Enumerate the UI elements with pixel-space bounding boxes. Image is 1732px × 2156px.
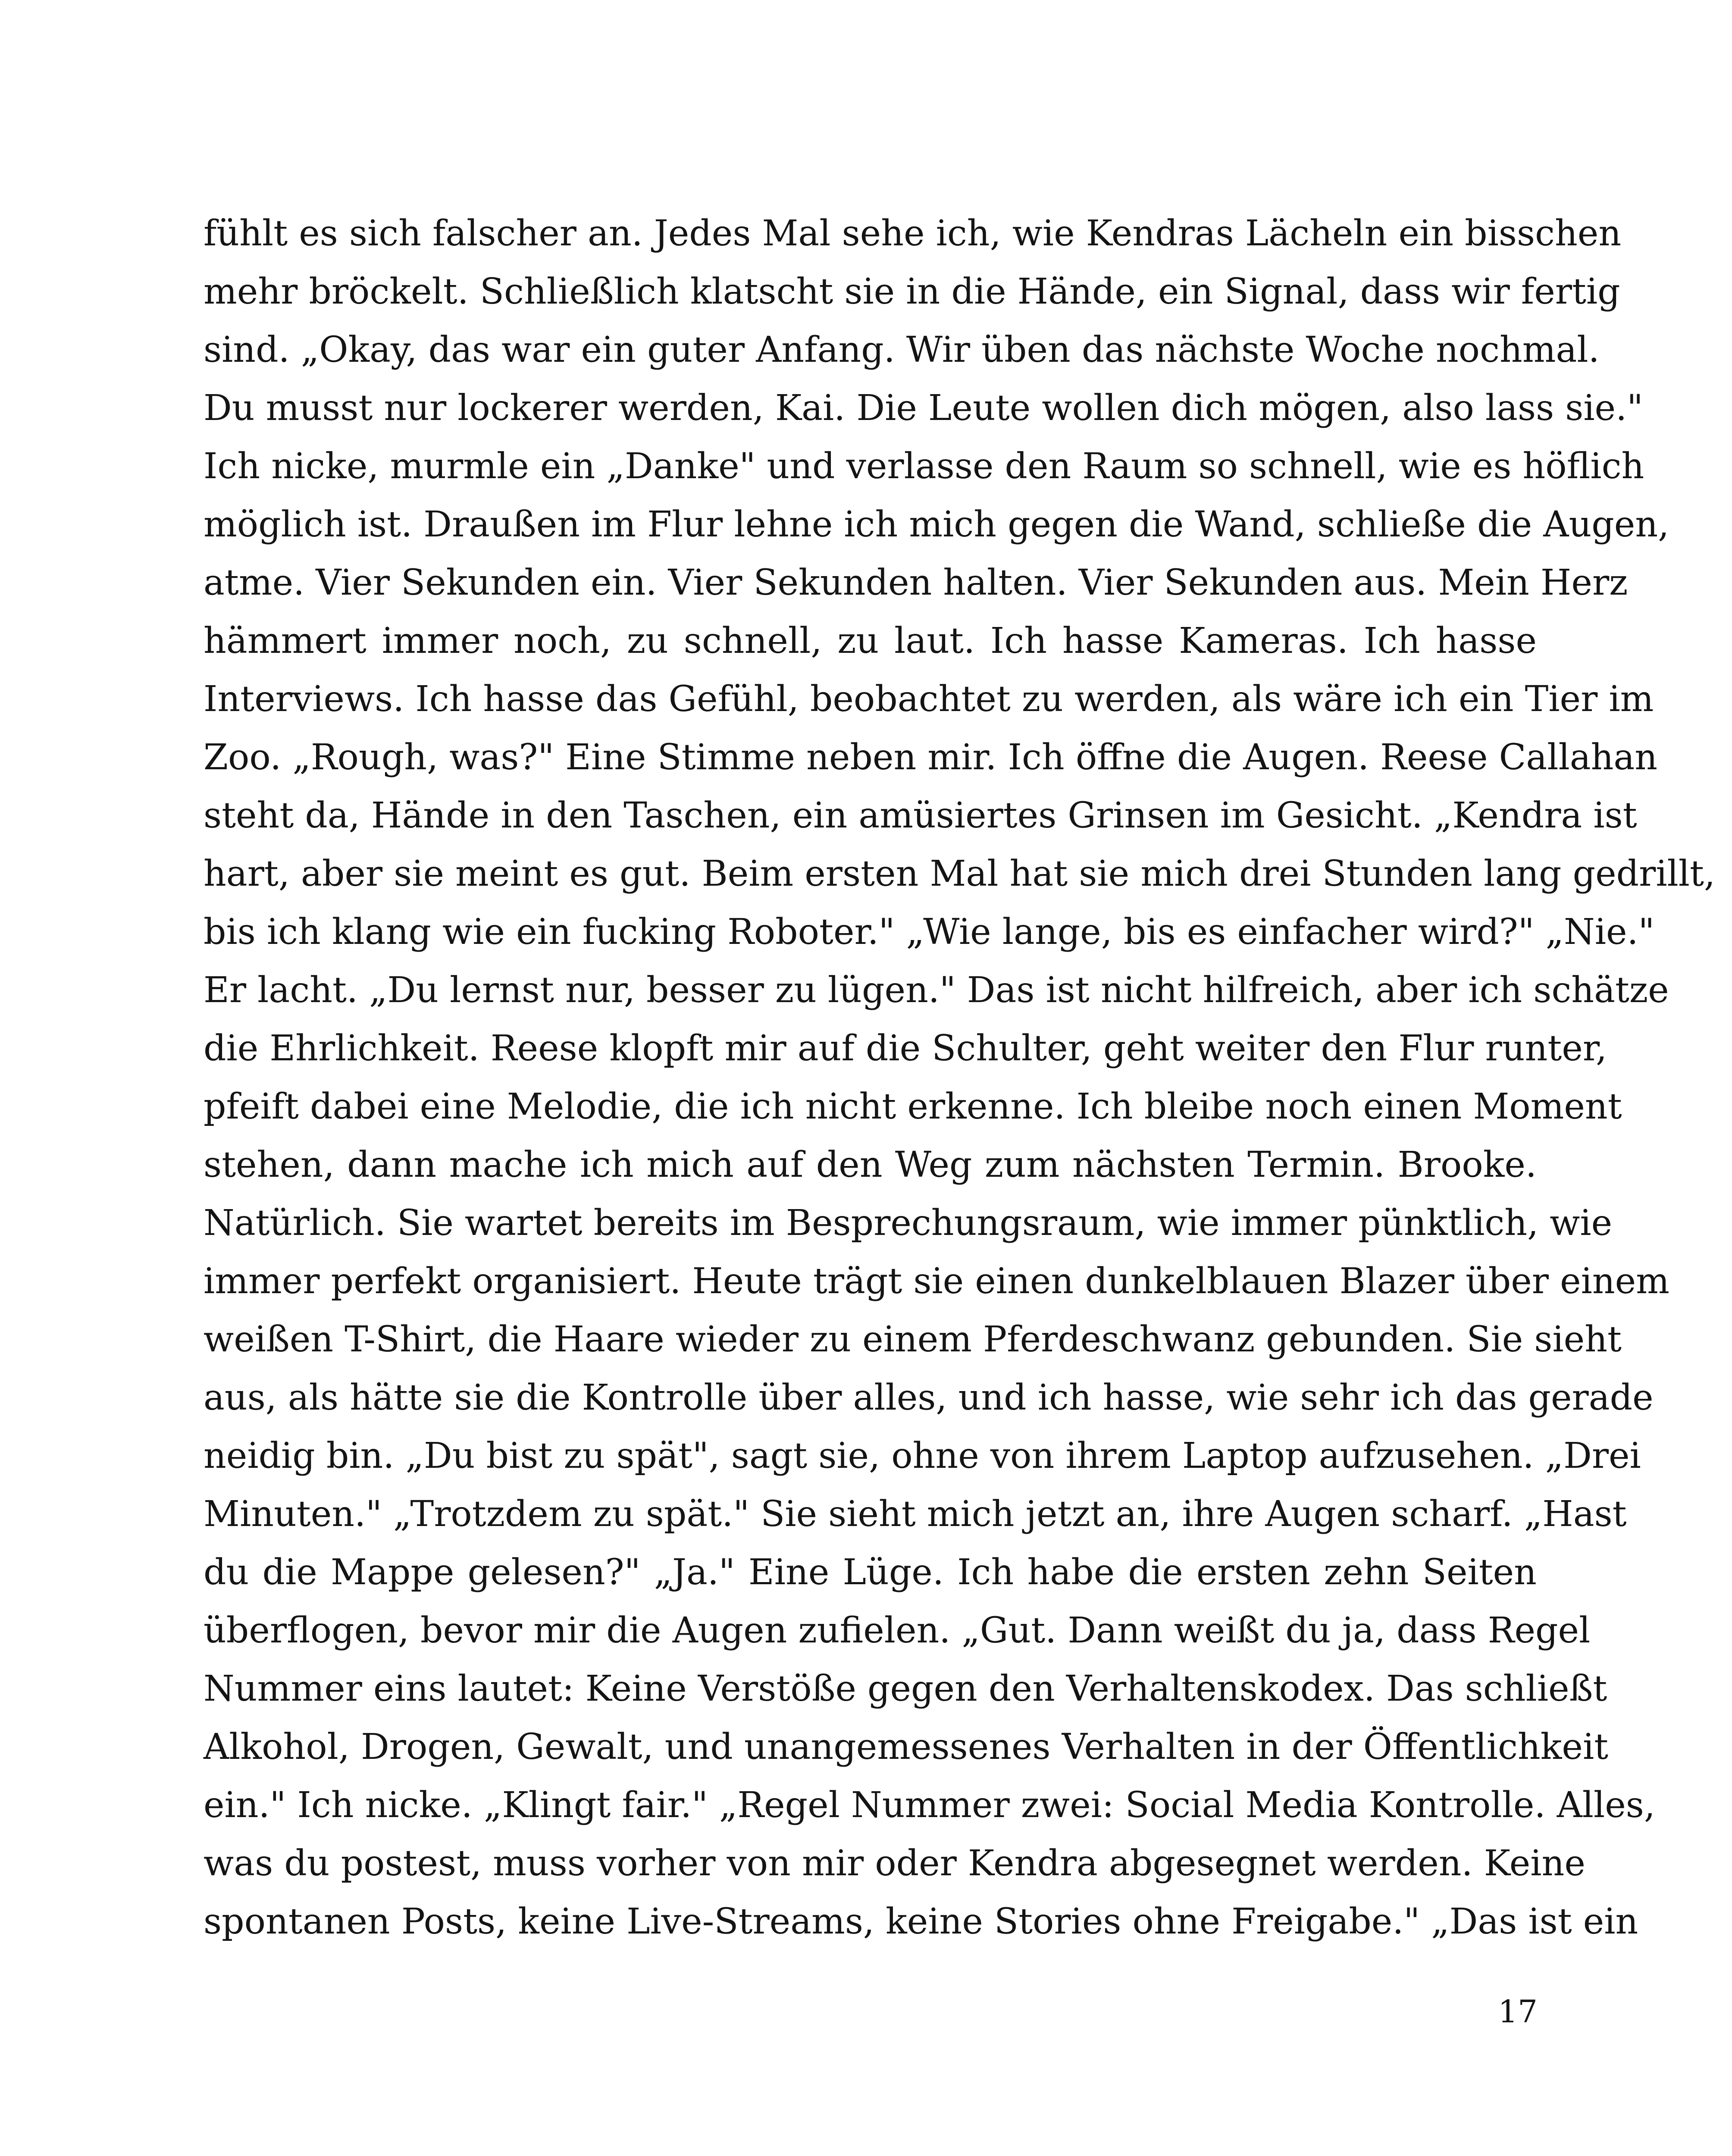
text-line-5: Ich nicke, murmle ein „Danke" und verlasse den Raum so schnell, wie es höflich [204, 446, 1644, 487]
text-line-13: bis ich klang wie ein fucking Roboter." „Wie lange, bis es einfacher wird?" „Nie." [204, 912, 1655, 953]
text-line-24: du die Mappe gelesen?" „Ja." Eine Lüge. Ich habe die ersten zehn Seiten [204, 1552, 1537, 1593]
text-line-27: Alkohol, Drogen, Gewalt, und unangemessenes Verhalten in der Öffentlichkeit [204, 1727, 1609, 1767]
text-line-15: die Ehrlichkeit. Reese klopft mir auf die Schulter, geht weiter den Flur runter, [204, 1028, 1607, 1069]
text-line-29: was du postest, muss vorher von mir oder Kendra abgesegnet werden. Keine [204, 1843, 1585, 1884]
text-line-25: überflogen, bevor mir die Augen zufielen. „Gut. Dann weißt du ja, dass Regel [204, 1610, 1591, 1651]
text-line-14: Er lacht. „Du lernst nur, besser zu lügen." Das ist nicht hilfreich, aber ich schätze [204, 970, 1669, 1011]
text-line-20: weißen T-Shirt, die Haare wieder zu einem Pferdeschwanz gebunden. Sie sieht [204, 1319, 1622, 1360]
text-line-6: möglich ist. Draußen im Flur lehne ich mich gegen die Wand, schließe die Augen, [204, 504, 1669, 545]
text-line-28: ein." Ich nicke. „Klingt fair." „Regel Nummer zwei: Social Media Kontrolle. Alles, [204, 1785, 1655, 1826]
text-line-1: fühlt es sich falscher an. Jedes Mal sehe ich, wie Kendras Lächeln ein bisschen [204, 213, 1622, 254]
text-line-19: immer perfekt organisiert. Heute trägt sie einen dunkelblauen Blazer über einem [204, 1261, 1669, 1302]
text-line-8: hämmert immer noch, zu schnell, zu laut. Ich hasse Kameras. Ich hasse [204, 620, 1537, 661]
text-line-11: steht da, Hände in den Taschen, ein amüsiertes Grinsen im Gesicht. „Kendra ist [204, 795, 1637, 836]
text-line-10: Zoo. „Rough, was?" Eine Stimme neben mir. Ich öffne die Augen. Reese Callahan [204, 737, 1658, 778]
text-line-9: Interviews. Ich hasse das Gefühl, beobachtet zu werden, als wäre ich ein Tier im [204, 679, 1654, 720]
body-text [204, 204, 1716, 1951]
text-line-18: Natürlich. Sie wartet bereits im Besprechungsraum, wie immer pünktlich, wie [204, 1203, 1613, 1244]
page-number: 17 [1498, 1993, 1538, 2030]
text-line-21: aus, als hätte sie die Kontrolle über alles, und ich hasse, wie sehr ich das gerade [204, 1377, 1654, 1418]
text-line-23: Minuten." „Trotzdem zu spät." Sie sieht mich jetzt an, ihre Augen scharf. „Hast [204, 1494, 1627, 1535]
text-line-4: Du musst nur lockerer werden, Kai. Die Leute wollen dich mögen, also lass sie." [204, 388, 1643, 429]
text-line-17: stehen, dann mache ich mich auf den Weg zum nächsten Termin. Brooke. [204, 1144, 1537, 1185]
text-line-2: mehr bröckelt. Schließlich klatscht sie in die Hände, ein Signal, dass wir fertig [204, 271, 1620, 312]
text-line-22: neidig bin. „Du bist zu spät", sagt sie, ohne von ihrem Laptop aufzusehen. „Drei [204, 1435, 1641, 1476]
text-line-3: sind. „Okay, das war ein guter Anfang. Wir üben das nächste Woche nochmal. [204, 329, 1600, 370]
text-line-7: atme. Vier Sekunden ein. Vier Sekunden halten. Vier Sekunden aus. Mein Herz [204, 562, 1628, 603]
text-line-16: pfeift dabei eine Melodie, die ich nicht erkenne. Ich bleibe noch einen Moment [204, 1086, 1622, 1127]
text-line-30: spontanen Posts, keine Live-Streams, keine Stories ohne Freigabe." „Das ist ein [204, 1901, 1638, 1942]
text-line-12: hart, aber sie meint es gut. Beim ersten Mal hat sie mich drei Stunden lang gedrillt, [204, 853, 1716, 894]
text-line-26: Nummer eins lautet: Keine Verstöße gegen den Verhaltenskodex. Das schließt [204, 1668, 1607, 1709]
